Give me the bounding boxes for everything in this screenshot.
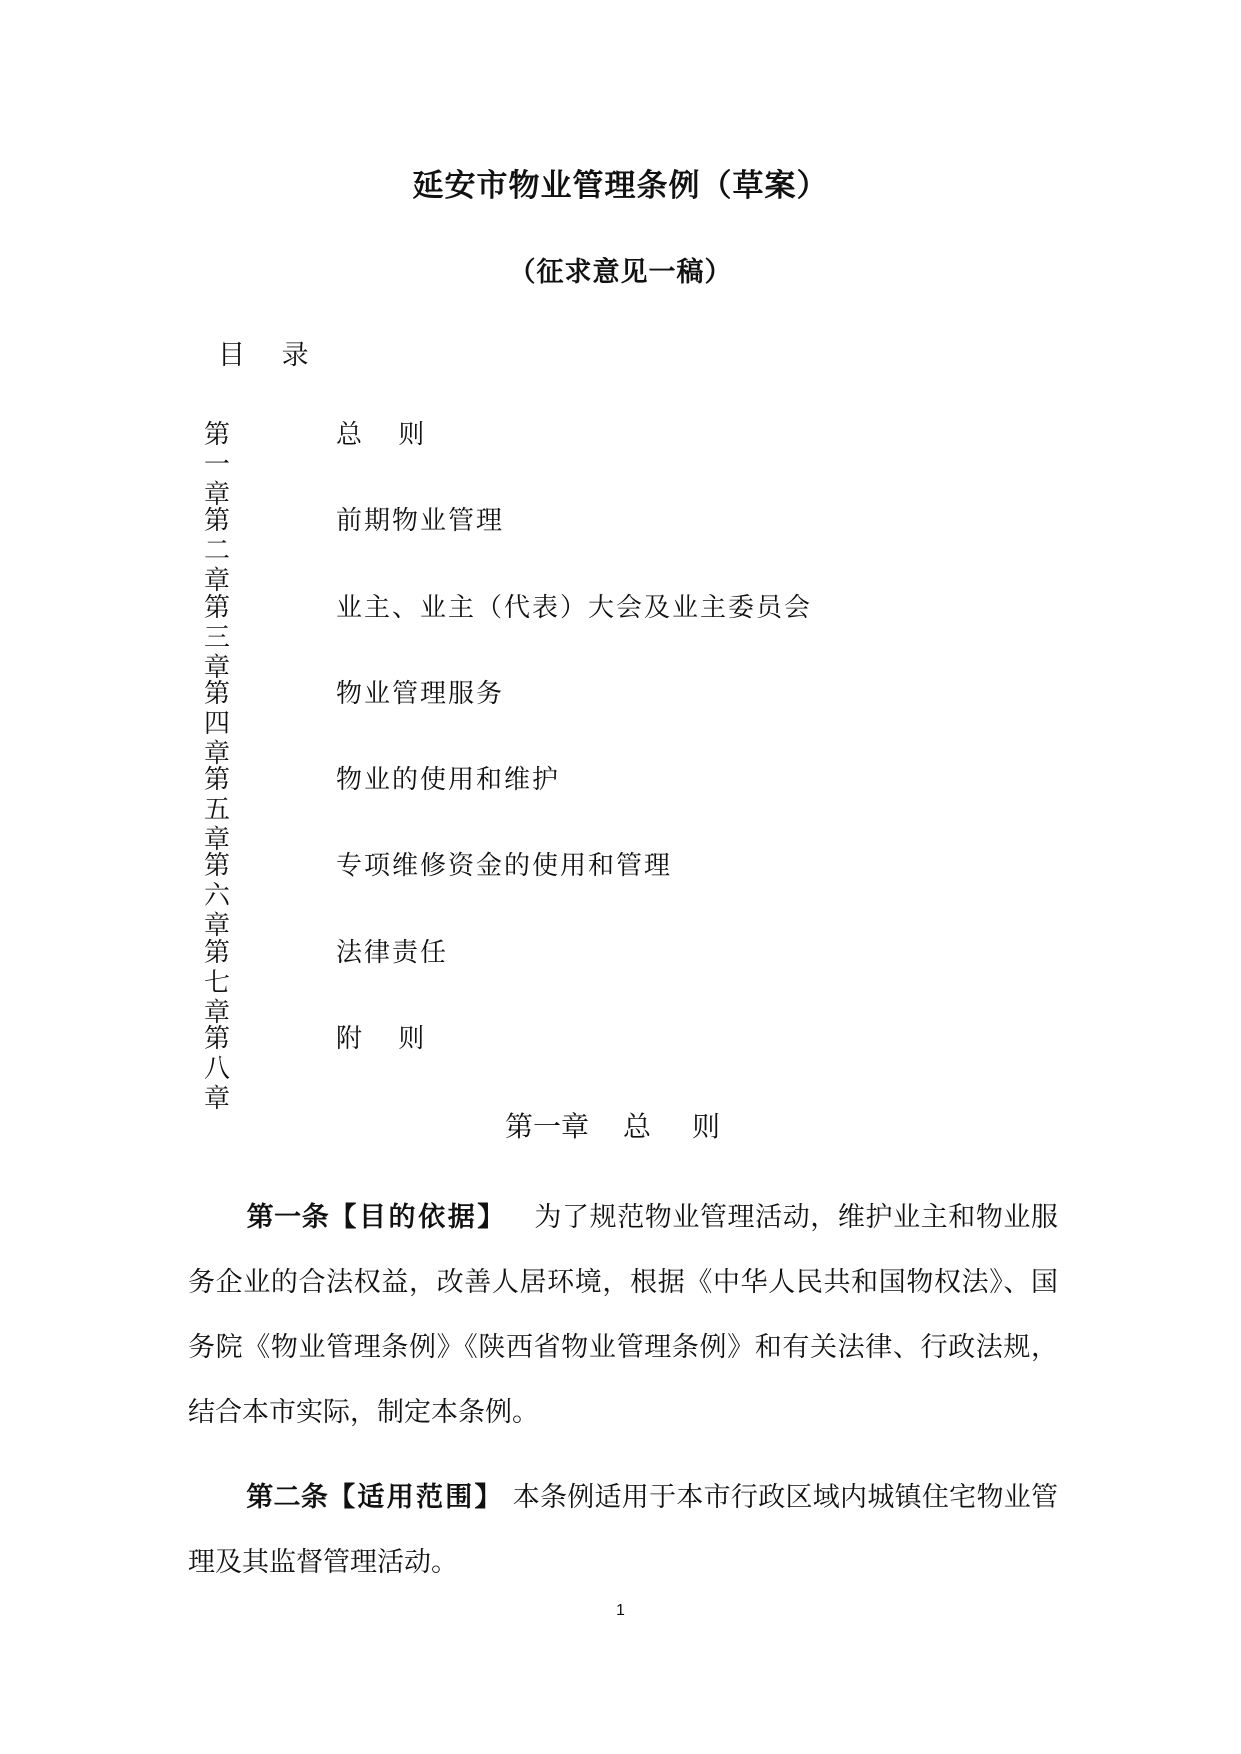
toc-chapter-name: 业主、业主（代表）大会及业主委员会 (336, 592, 813, 623)
toc-chapter-name: 总 则 (336, 420, 439, 450)
toc-chapter-number: 第二章 (204, 506, 233, 597)
chapter-title: 总 则 (623, 1110, 736, 1143)
article-tag: 【适用范围】 (328, 1482, 504, 1513)
toc-chapter-number: 第四章 (204, 678, 233, 769)
page-number: 1 (616, 1602, 625, 1619)
toc-chapter-name: 法律责任 (336, 937, 449, 968)
toc-heading: 目 录 (218, 340, 323, 371)
toc-chapter-name: 物业管理服务 (336, 678, 505, 709)
chapter-number: 第一章 (505, 1110, 590, 1143)
toc-chapter-number: 第七章 (204, 937, 233, 1028)
toc-chapter-name: 专项维修资金的使用和管理 (336, 851, 673, 882)
article-number: 第二条 (246, 1482, 329, 1513)
article-text: 本条例适用于本市行政区域内城镇住宅物业管理及其监督管理活动。 (188, 1482, 1059, 1578)
article-tag: 【目的依据】 (329, 1202, 507, 1233)
article-number: 第一条 (246, 1202, 330, 1233)
document-subtitle: （征求意见一稿） (508, 257, 733, 288)
toc-chapter-number: 第五章 (204, 765, 233, 856)
toc-chapter-number: 第六章 (204, 851, 233, 942)
chapter-heading (0, 1105, 1241, 1145)
toc-chapter-number: 第三章 (204, 592, 233, 683)
document-title: 延安市物业管理条例（草案） (412, 168, 829, 204)
toc-chapter-number: 第八章 (204, 1024, 233, 1115)
toc-chapter-number: 第一章 (204, 420, 233, 510)
toc-chapter-name: 附 则 (336, 1024, 439, 1055)
article-paragraph (188, 1465, 1058, 1595)
article-paragraph (188, 1185, 1058, 1445)
toc-chapter-name: 物业的使用和维护 (336, 765, 561, 796)
article-text: 为了规范物业管理活动，维护业主和物业服务企业的合法权益，改善人居环境，根据《中华人民共和国物权法》、国务院《物业管理条例》《陕西省物业管理条例》和有关法律、行政法规，结合本市实际，制定本条例。 (188, 1202, 1059, 1428)
toc-chapter-name: 前期物业管理 (336, 506, 505, 537)
